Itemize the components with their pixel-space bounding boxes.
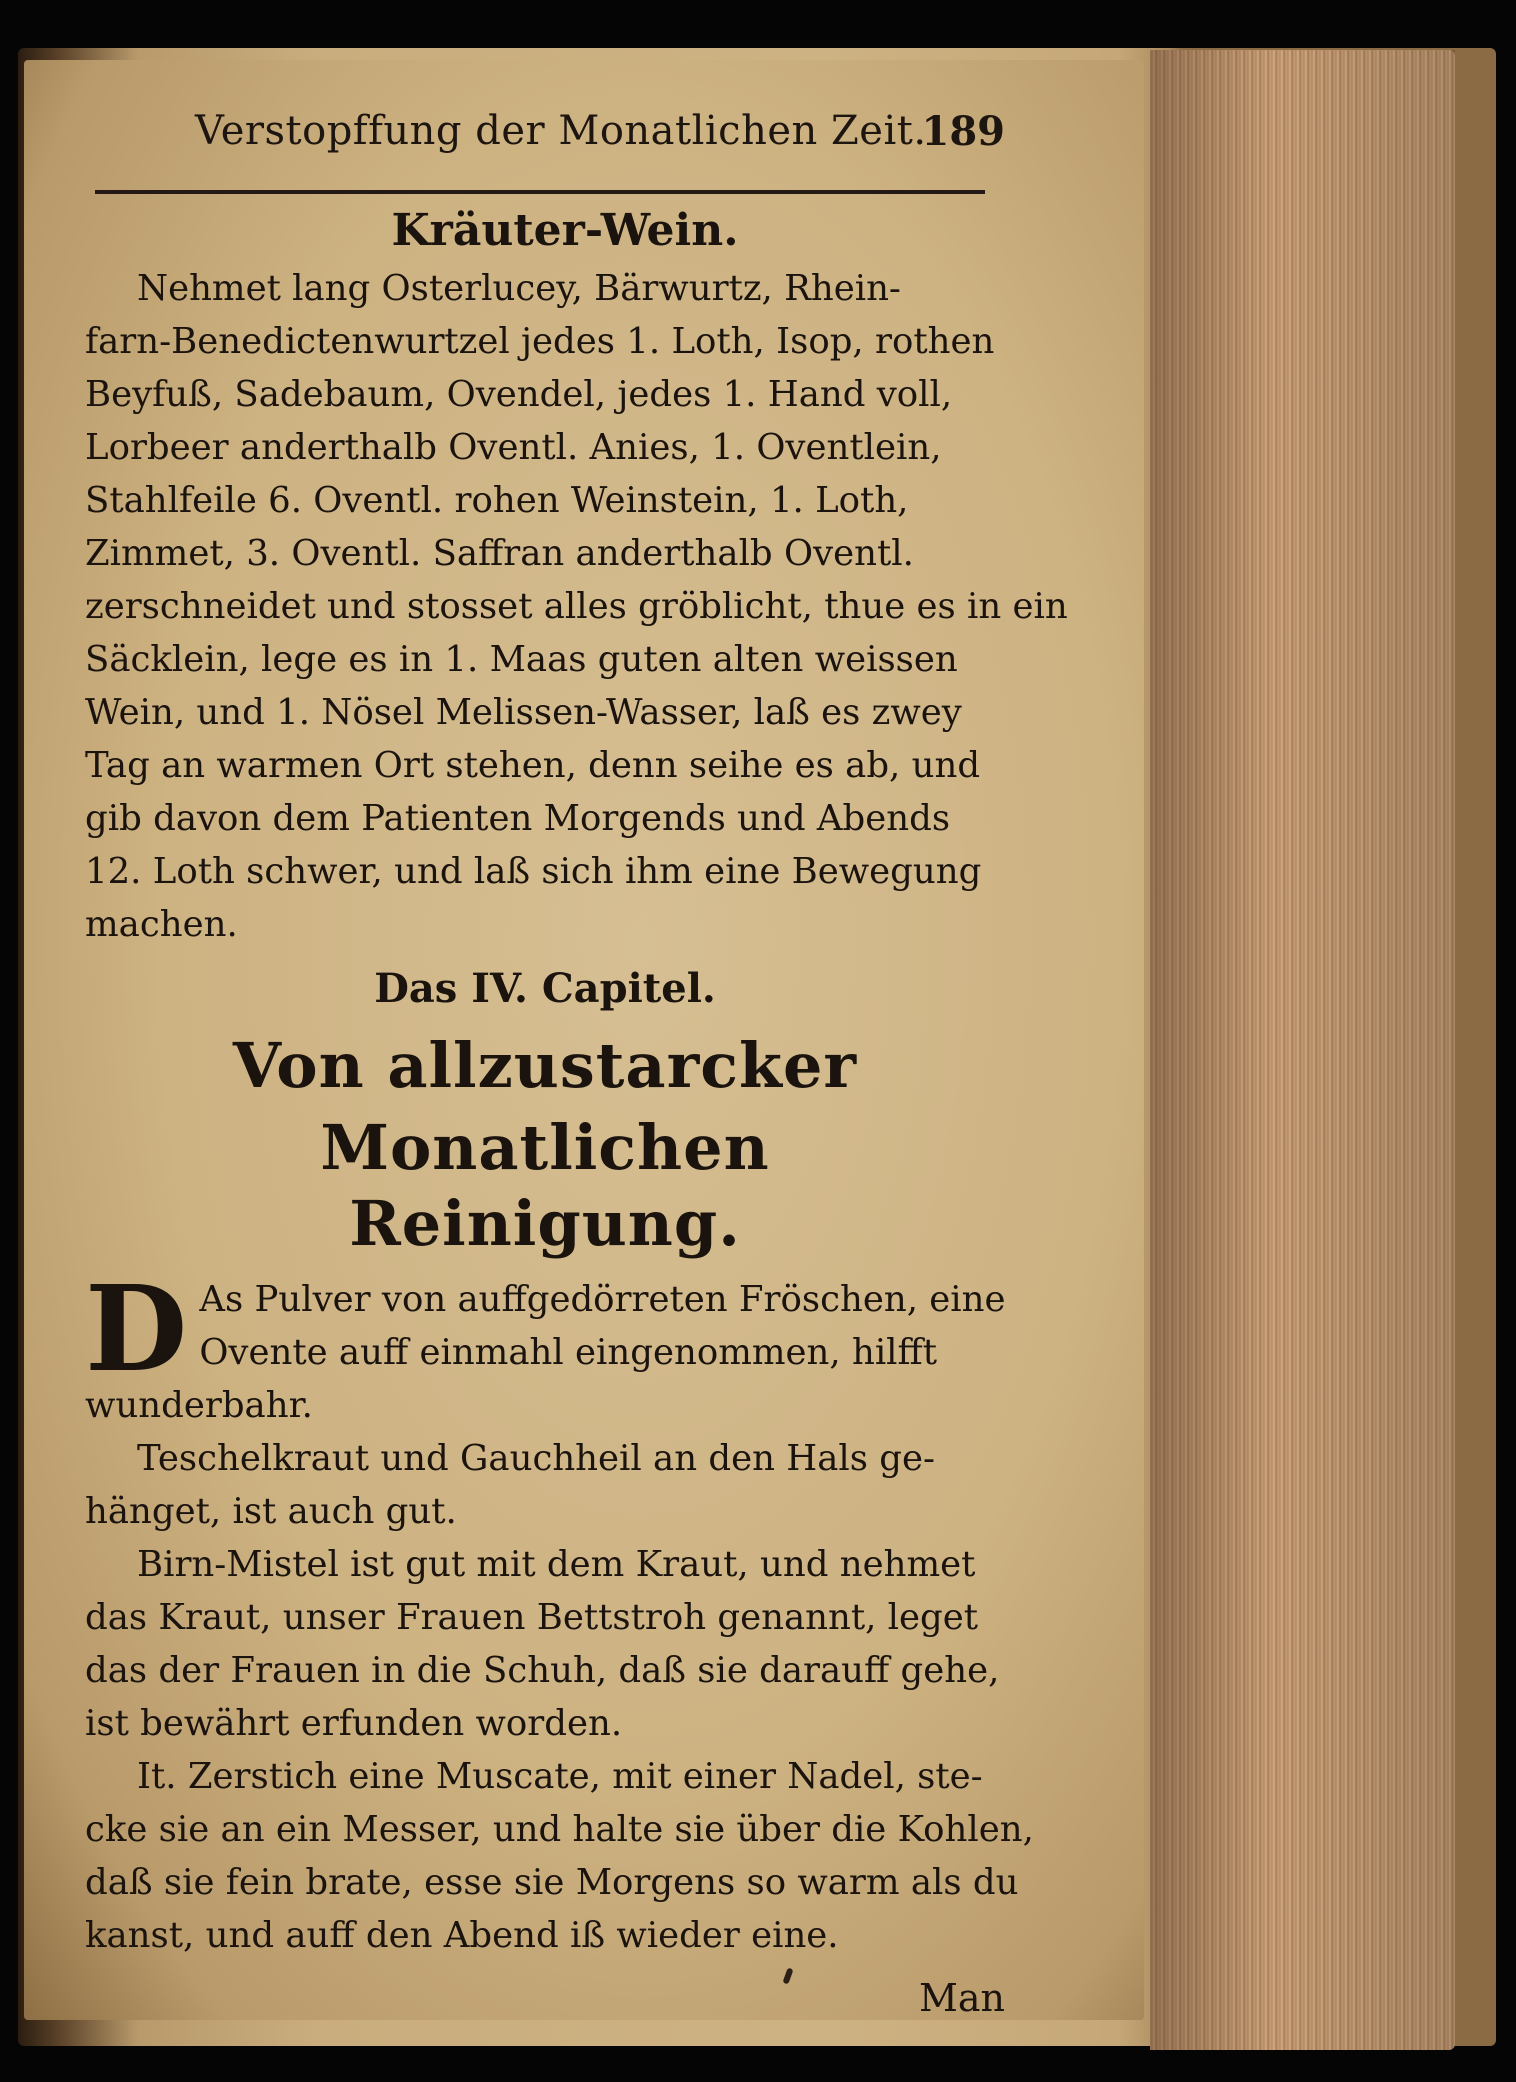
text-line: machen.: [85, 904, 238, 945]
fore-edge-shadow: [1150, 50, 1455, 2050]
text-line: ist bewährt erfunden worden.: [85, 1703, 623, 1744]
catchword: Man: [918, 1976, 1005, 2020]
text-line: It. Zerstich eine Muscate, mit einer Nadel, ste-: [137, 1756, 983, 1797]
paragraph-2: [85, 1432, 1005, 1538]
page-number: 189: [921, 108, 1005, 155]
text-line: Lorbeer anderthalb Oventl. Anies, 1. Oventlein,: [85, 427, 942, 468]
text-line: Nehmet lang Osterlucey, Bärwurtz, Rhein-: [137, 268, 901, 309]
drop-cap: D: [85, 1259, 188, 1398]
text-line: hänget, ist auch gut.: [85, 1491, 457, 1532]
chapter-title-line-2: Reinigung.: [349, 1187, 741, 1260]
text-line: wunderbahr.: [85, 1385, 313, 1426]
text-line: 12. Loth schwer, und laß sich ihm eine Bewegung: [85, 851, 982, 892]
paragraph-1: [85, 1259, 1006, 1432]
text-line: farn-Benedictenwurtzel jedes 1. Loth, Isop, rothen: [85, 321, 995, 362]
chapter-title-line-1: Von allzustarcker Monatlichen: [232, 1029, 858, 1184]
text-line: Stahlfeile 6. Oventl. rohen Weinstein, 1. Loth,: [85, 480, 909, 521]
header-rule: [95, 190, 985, 194]
text-line: daß sie fein brate, esse sie Morgens so warm als du: [85, 1862, 1019, 1903]
text-line: Ovente auff einmahl eingenommen, hilfft: [199, 1332, 938, 1373]
text-line: Beyfuß, Sadebaum, Ovendel, jedes 1. Hand voll,: [85, 374, 953, 415]
text-line: As Pulver von auffgedörreten Fröschen, eine: [199, 1279, 1006, 1320]
text-line: cke sie an ein Messer, und halte sie über die Kohlen,: [85, 1809, 1034, 1850]
text-line: Wein, und 1. Nösel Melissen-Wasser, laß es zwey: [85, 692, 962, 733]
paragraph-3: [85, 1538, 1005, 1750]
text-line: Säcklein, lege es in 1. Maas guten alten weissen: [85, 639, 958, 680]
text-line: Birn-Mistel ist gut mit dem Kraut, und nehmet: [137, 1544, 976, 1585]
running-title: Verstopffung der Monatlichen Zeit.: [195, 108, 927, 154]
text-line: gib davon dem Patienten Morgends und Abends: [85, 798, 951, 839]
page-header: [195, 100, 1005, 160]
text-line: Tag an warmen Ort stehen, denn seihe es ab, und: [85, 745, 981, 786]
text-line: das der Frauen in die Schuh, daß sie darauff gehe,: [85, 1650, 1000, 1691]
text-line: kanst, und auff den Abend iß wieder eine.: [85, 1915, 839, 1956]
text-line: das Kraut, unser Frauen Bettstroh genannt, leget: [85, 1597, 979, 1638]
text-line: Teschelkraut und Gauchheil an den Hals ge-: [137, 1438, 935, 1479]
section-heading: Kräuter-Wein.: [391, 205, 739, 256]
text-line: zerschneidet und stosset alles gröblicht, thue es in ein: [85, 586, 1068, 627]
paragraph-4: [85, 1750, 1034, 1962]
recipe-paragraph: [85, 262, 1068, 951]
text-line: Zimmet, 3. Oventl. Saffran anderthalb Oventl.: [85, 533, 914, 574]
chapter-label: Das IV. Capitel.: [374, 965, 716, 1012]
body-text: [85, 200, 1068, 2026]
